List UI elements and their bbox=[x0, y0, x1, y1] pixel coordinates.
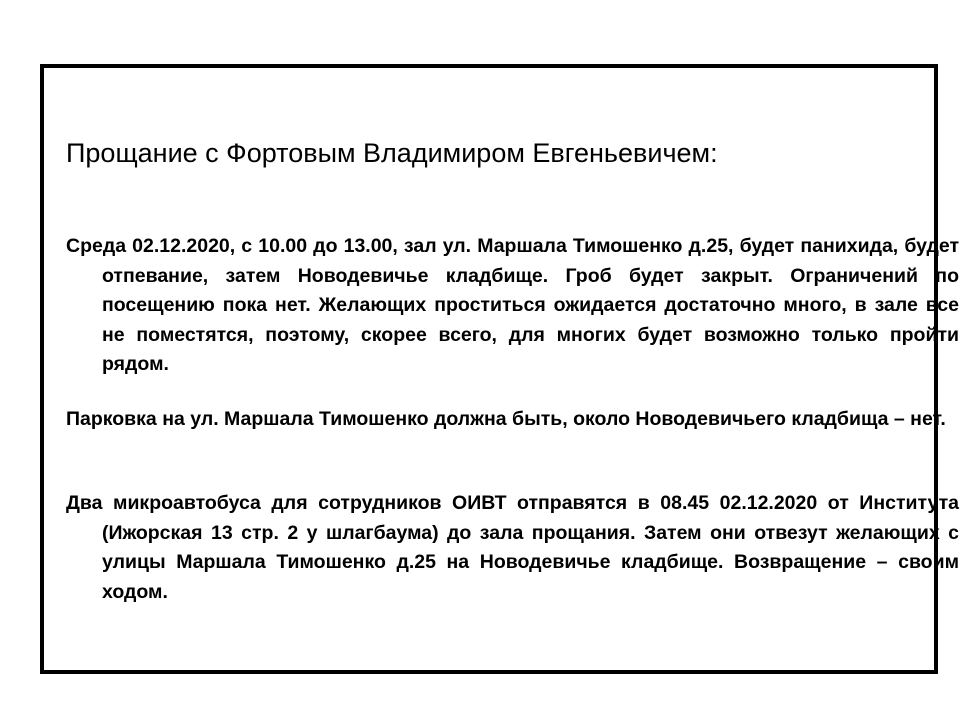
notice-paragraph-parking: Парковка на ул. Маршала Тимошенко должна быть, около Новодевичьего кладбища – нет. bbox=[66, 408, 946, 430]
notice-title: Прощание с Фортовым Владимиром Евгеньевичем: bbox=[66, 138, 718, 168]
notice-paragraph-ceremony: Среда 02.12.2020, с 10.00 до 13.00, зал ул. Маршала Тимошенко д.25, будет панихида, будет отпевание, затем Новодевичье кладбище. Гроб будет закрыт. Ограничений по посещению пока нет. Желающих проститься ожидается достаточно много, в зале все не поместятся, поэтому, скорее всего, для многих будет возможно только пройти рядом. bbox=[66, 235, 959, 376]
notice-paragraph-transport: Два микроавтобуса для сотрудников ОИВТ отправятся в 08.45 02.12.2020 от Института (Ижорская 13 стр. 2 у шлагбаума) до зала прощания. Затем они отвезут желающих с улицы Маршала Тимошенко д.25 на Новодевичье кладбище. Возвращение – своим ходом. bbox=[66, 492, 959, 603]
